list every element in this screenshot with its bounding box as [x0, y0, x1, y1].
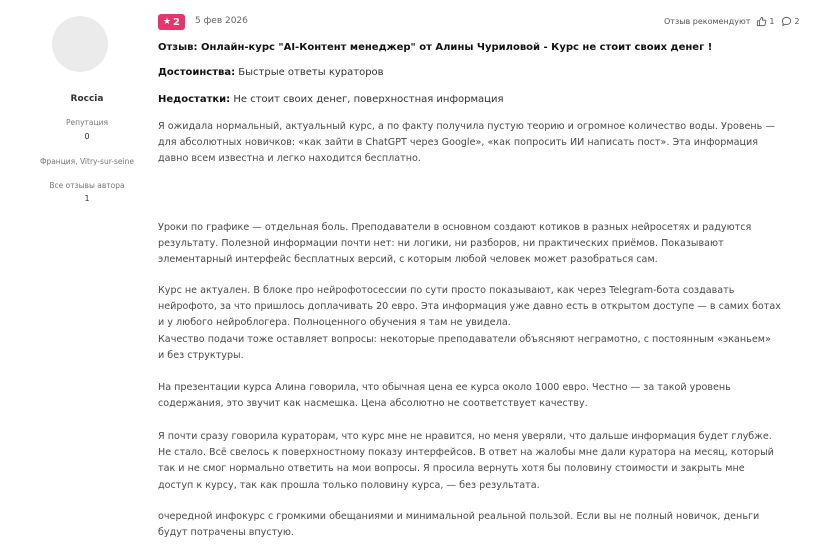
review-paragraph [158, 509, 798, 541]
pros-label: Достоинства: [158, 67, 236, 78]
paragraph-line: будут потрачены впустую. [158, 527, 294, 539]
paragraph-line: и без структуры. [158, 349, 244, 361]
star-icon: ★ [162, 16, 172, 27]
reputation-value: 0 [84, 132, 90, 141]
all-reviews-count[interactable]: 1 [84, 194, 90, 203]
review-paragraph [158, 220, 798, 269]
likes-count: 1 [769, 17, 775, 26]
paragraph-line: доступ к курсу, так как прошла только половину курса, — без результата. [158, 479, 540, 491]
cons-text: Не стоит своих денег, поверхностная информация [230, 94, 504, 105]
paragraph-line: нейрофото, за что пришлось доплачивать 20 евро. Эта информация уже давно есть в открытом доступе — в самих ботах [158, 301, 781, 313]
paragraph-line: давно всем известна и легко находится бесплатно. [158, 153, 421, 165]
all-reviews-label[interactable]: Все отзывы автора [49, 181, 125, 190]
paragraph-line: и у любого нейроблогера. Полноценного обучения я там не увидела. [158, 317, 511, 329]
review-date: 5 фев 2026 [195, 16, 248, 26]
paragraph-line: Я почти сразу говорила кураторам, что курс мне не нравится, но меня уверяли, что дальше информация будет глубже. [158, 431, 772, 442]
review-paragraph [158, 283, 798, 364]
paragraph-line: очередной инфокурс с громкими обещаниями и минимальной реальной пользой. Если вы не полный новичок, деньги [158, 511, 760, 522]
paragraph-line: Я ожидала нормальный, актуальный курс, а по факту получила пустую теорию и огромное количество воды. Уровень — [158, 121, 775, 132]
review-paragraph [158, 380, 798, 412]
paragraph-line: Курс не актуален. В блоке про нейрофотосессии по сути просто показывают, как через Telegram-бота создавать [158, 285, 735, 296]
avatar[interactable] [52, 16, 108, 72]
review-meta [664, 16, 807, 27]
review-paragraph [158, 119, 798, 168]
reputation-label: Репутация [66, 118, 108, 127]
paragraph-line: Качество подачи тоже оставляет вопросы: некоторые преподаватели объясняют неграмотно, с постоянным «эканьем» [158, 333, 771, 345]
pros [158, 67, 384, 78]
paragraph-line: Уроки по графике — отдельная боль. Преподаватели в основном создают котиков в разных нейросетях и радуются [158, 222, 752, 233]
cons-label: Недостатки: [158, 94, 231, 105]
paragraph-line: На презентации курса Алина говорила, что обычная цена ее курса около 1000 евро. Честно — за такой уровень [158, 382, 731, 393]
comments-count: 2 [794, 17, 800, 26]
review-title: Отзыв: Онлайн-курс "AI-Контент менеджер" от Алины Чуриловой - Курс не стоит своих денег ! [158, 42, 713, 53]
author-panel [0, 0, 150, 548]
paragraph-line: для абсолютных новичков: «как зайти в ChatGPT через Google», «как попросить ИИ написать пост». Эта информация [158, 137, 759, 149]
rating-value: 2 [173, 16, 181, 28]
author-location: Франция, Vitry-sur-seine [39, 157, 134, 166]
paragraph-line: так и не смог нормально ответить на мои вопросы. Я просила вернуть хотя бы половину стоимости и закрыть мне [158, 463, 745, 475]
paragraph-line: результату. Полезной информации почти нет: ни логики, ни разборов, ни практических приёмов. Показывают [158, 238, 724, 250]
paragraph-line: Не стало. Всё свелось к поверхностному показу интерфейсов. В ответ на жалобы мне дали куратора на месяц, который [158, 447, 774, 459]
paragraph-line: элементарный интерфейс бесплатных версий, с которым любой человек может разобраться сам. [158, 254, 658, 266]
paragraph-line: содержания, это звучит как насмешка. Цена абсолютно не соответствует качеству. [158, 398, 588, 410]
thumbs-up-icon[interactable] [756, 16, 767, 27]
cons [158, 94, 503, 105]
pros-text: Быстрые ответы кураторов [235, 67, 384, 78]
author-name[interactable]: Roccia [70, 94, 104, 104]
review-paragraph [158, 429, 798, 494]
rating-badge [158, 14, 185, 30]
comment-icon[interactable] [781, 16, 792, 27]
recommend-label: Отзыв рекомендуют [664, 17, 751, 26]
